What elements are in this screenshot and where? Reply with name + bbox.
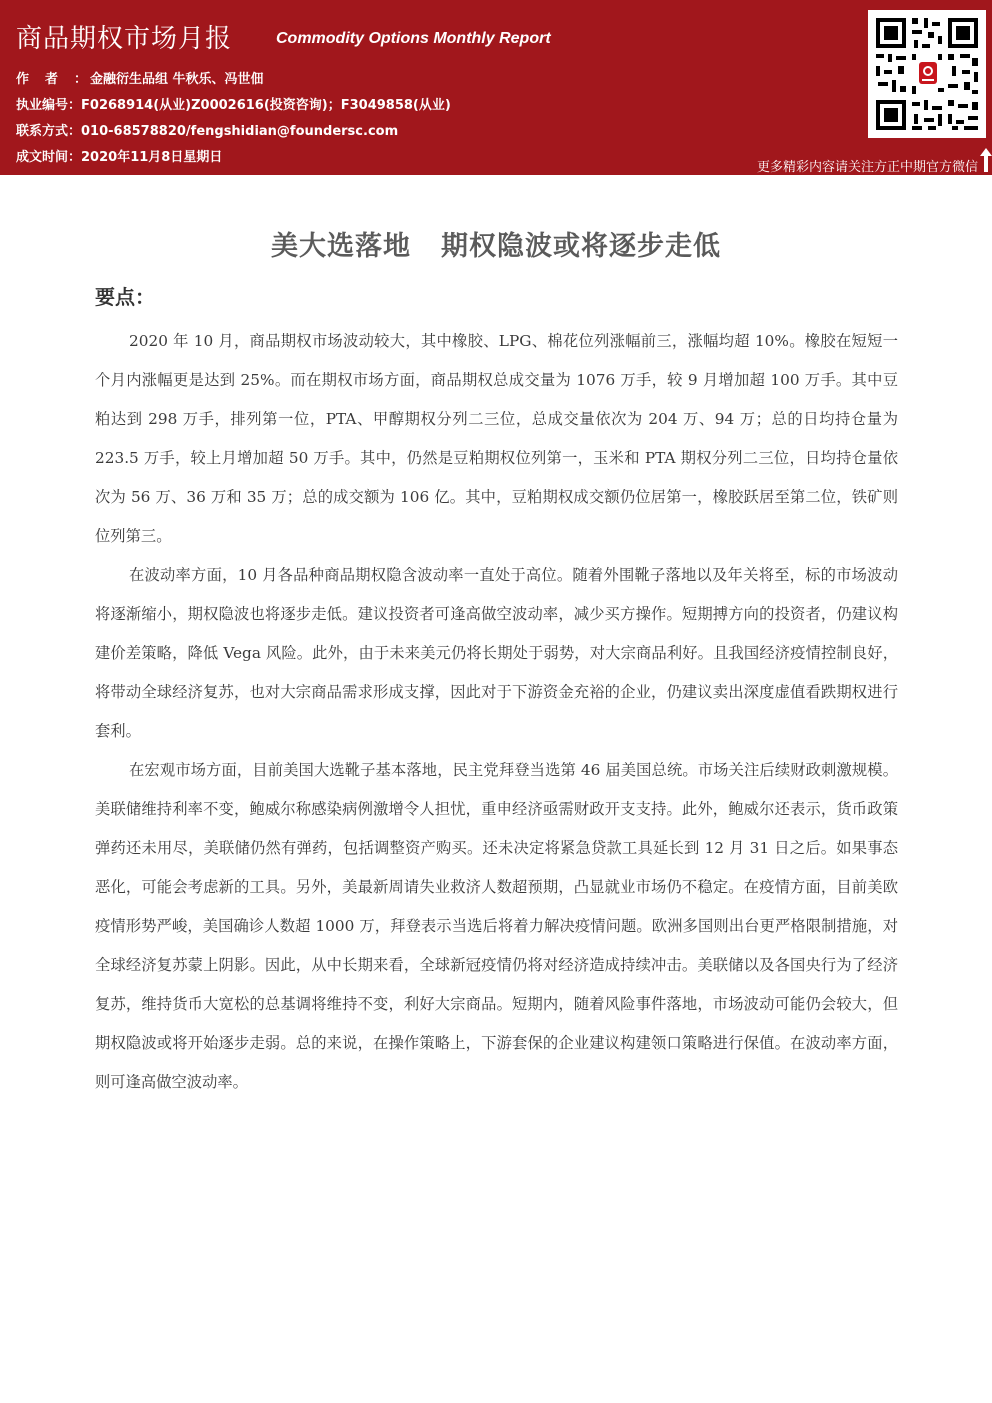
wechat-follow-note: 更多精彩内容请关注方正中期官方微信 [756,160,978,175]
contact-row [16,120,398,139]
document-title [0,224,992,263]
license-value: F0268914(从业)Z0002616(投资咨询)；F3049858(从业) [81,98,451,113]
author-value: 金融衍生品组 牛秋乐、冯世佃 [90,72,264,87]
contact-value[interactable]: 010-68578820/fengshidian@foundersc.com [81,124,399,139]
license-label: 执业编号： [16,98,82,113]
author-row [16,68,264,87]
paragraph-1: 2020 年 10 月，商品期权市场波动较大，其中橡胶、LPG、棉花位列涨幅前三，涨幅均超 10%。橡胶在短短一个月内涨幅更是达到 25%。而在期权市场方面，商品期权总成交量为 1076 万手，较 9 月增加超 100 万手。其中豆粕达到 298 万手，排列第一位，PTA、甲醇期权分列二三位，总成交量依次为 204 万、94 万；总的日均持仓量为 223.5 万手，较上月增加超 50 万手。其中，仍然是豆粕期权位列第一，玉米和 PTA 期权分列二三位，日均持仓量依次为 56 万、36 万和 35 万；总的成交额为 106 亿。其中，豆粕期权成交额仍位居第一，橡胶跃居至第二位，铁矿则位列第三。 [95,332,898,545]
license-row [16,94,451,113]
report-title-en: Commodity Options Monthly Report [276,30,551,47]
author-label: 作者： [16,72,104,87]
key-points-heading: 要点： [95,285,155,309]
report-title-cn: 商品期权市场月报 [16,24,233,54]
paragraph-3: 在宏观市场方面，目前美国大选靴子基本落地，民主党拜登当选第 46 届美国总统。市场关注后续财政刺激规模。美联储维持利率不变，鲍威尔称感染病例激增令人担忧，重申经济亟需财政开支支持。此外，鲍威尔还表示，货币政策弹药还未用尽，美联储仍然有弹药，包括调整资产购买。还未决定将紧急贷款工具延长到 12 月 31 日之后。如果事态恶化，可能会考虑新的工具。另外，美最新周请失业救济人数超预期，凸显就业市场仍不稳定。在疫情方面，目前美欧疫情形势严峻，美国确诊人数超 1000 万，拜登表示当选后将着力解决疫情问题。欧洲多国则出台更严格限制措施，对全球经济复苏蒙上阴影。因此，从中长期来看，全球新冠疫情仍将对经济造成持续冲击。美联储以及各国央行为了经济复苏，维持货币大宽松的总基调将维持不变，利好大宗商品。短期内，随着风险事件落地，市场波动可能仍会较大，但期权隐波或将开始逐步走弱。总的来说，在操作策略上，下游套保的企业建议构建领口策略进行保值。在波动率方面，则可逢高做空波动率。 [95,761,898,1091]
date-label: 成文时间： [16,150,82,165]
document-title-part1: 美大选落地 [271,231,411,262]
qr-code-icon [868,10,986,138]
date-value: 2020年11月8日星期日 [81,150,223,165]
document-title-part2: 期权隐波或将逐步走低 [441,231,721,262]
contact-label: 联系方式： [16,124,82,139]
paragraph-2: 在波动率方面，10 月各品种商品期权隐含波动率一直处于高位。随着外围靴子落地以及年关将至，标的市场波动将逐渐缩小，期权隐波也将逐步走低。建议投资者可逢高做空波动率，减少买方操作。短期搏方向的投资者，仍建议构建价差策略，降低 Vega 风险。此外，由于未来美元仍将长期处于弱势，对大宗商品利好。且我国经济疫情控制良好，将带动全球经济复苏，也对大宗商品需求形成支撑，因此对于下游资金充裕的企业，仍建议卖出深度虚值看跌期权进行套利。 [95,566,898,740]
date-row [16,146,222,165]
report-header [0,0,992,175]
up-arrow-icon [980,148,992,172]
key-points-body [95,322,898,1102]
